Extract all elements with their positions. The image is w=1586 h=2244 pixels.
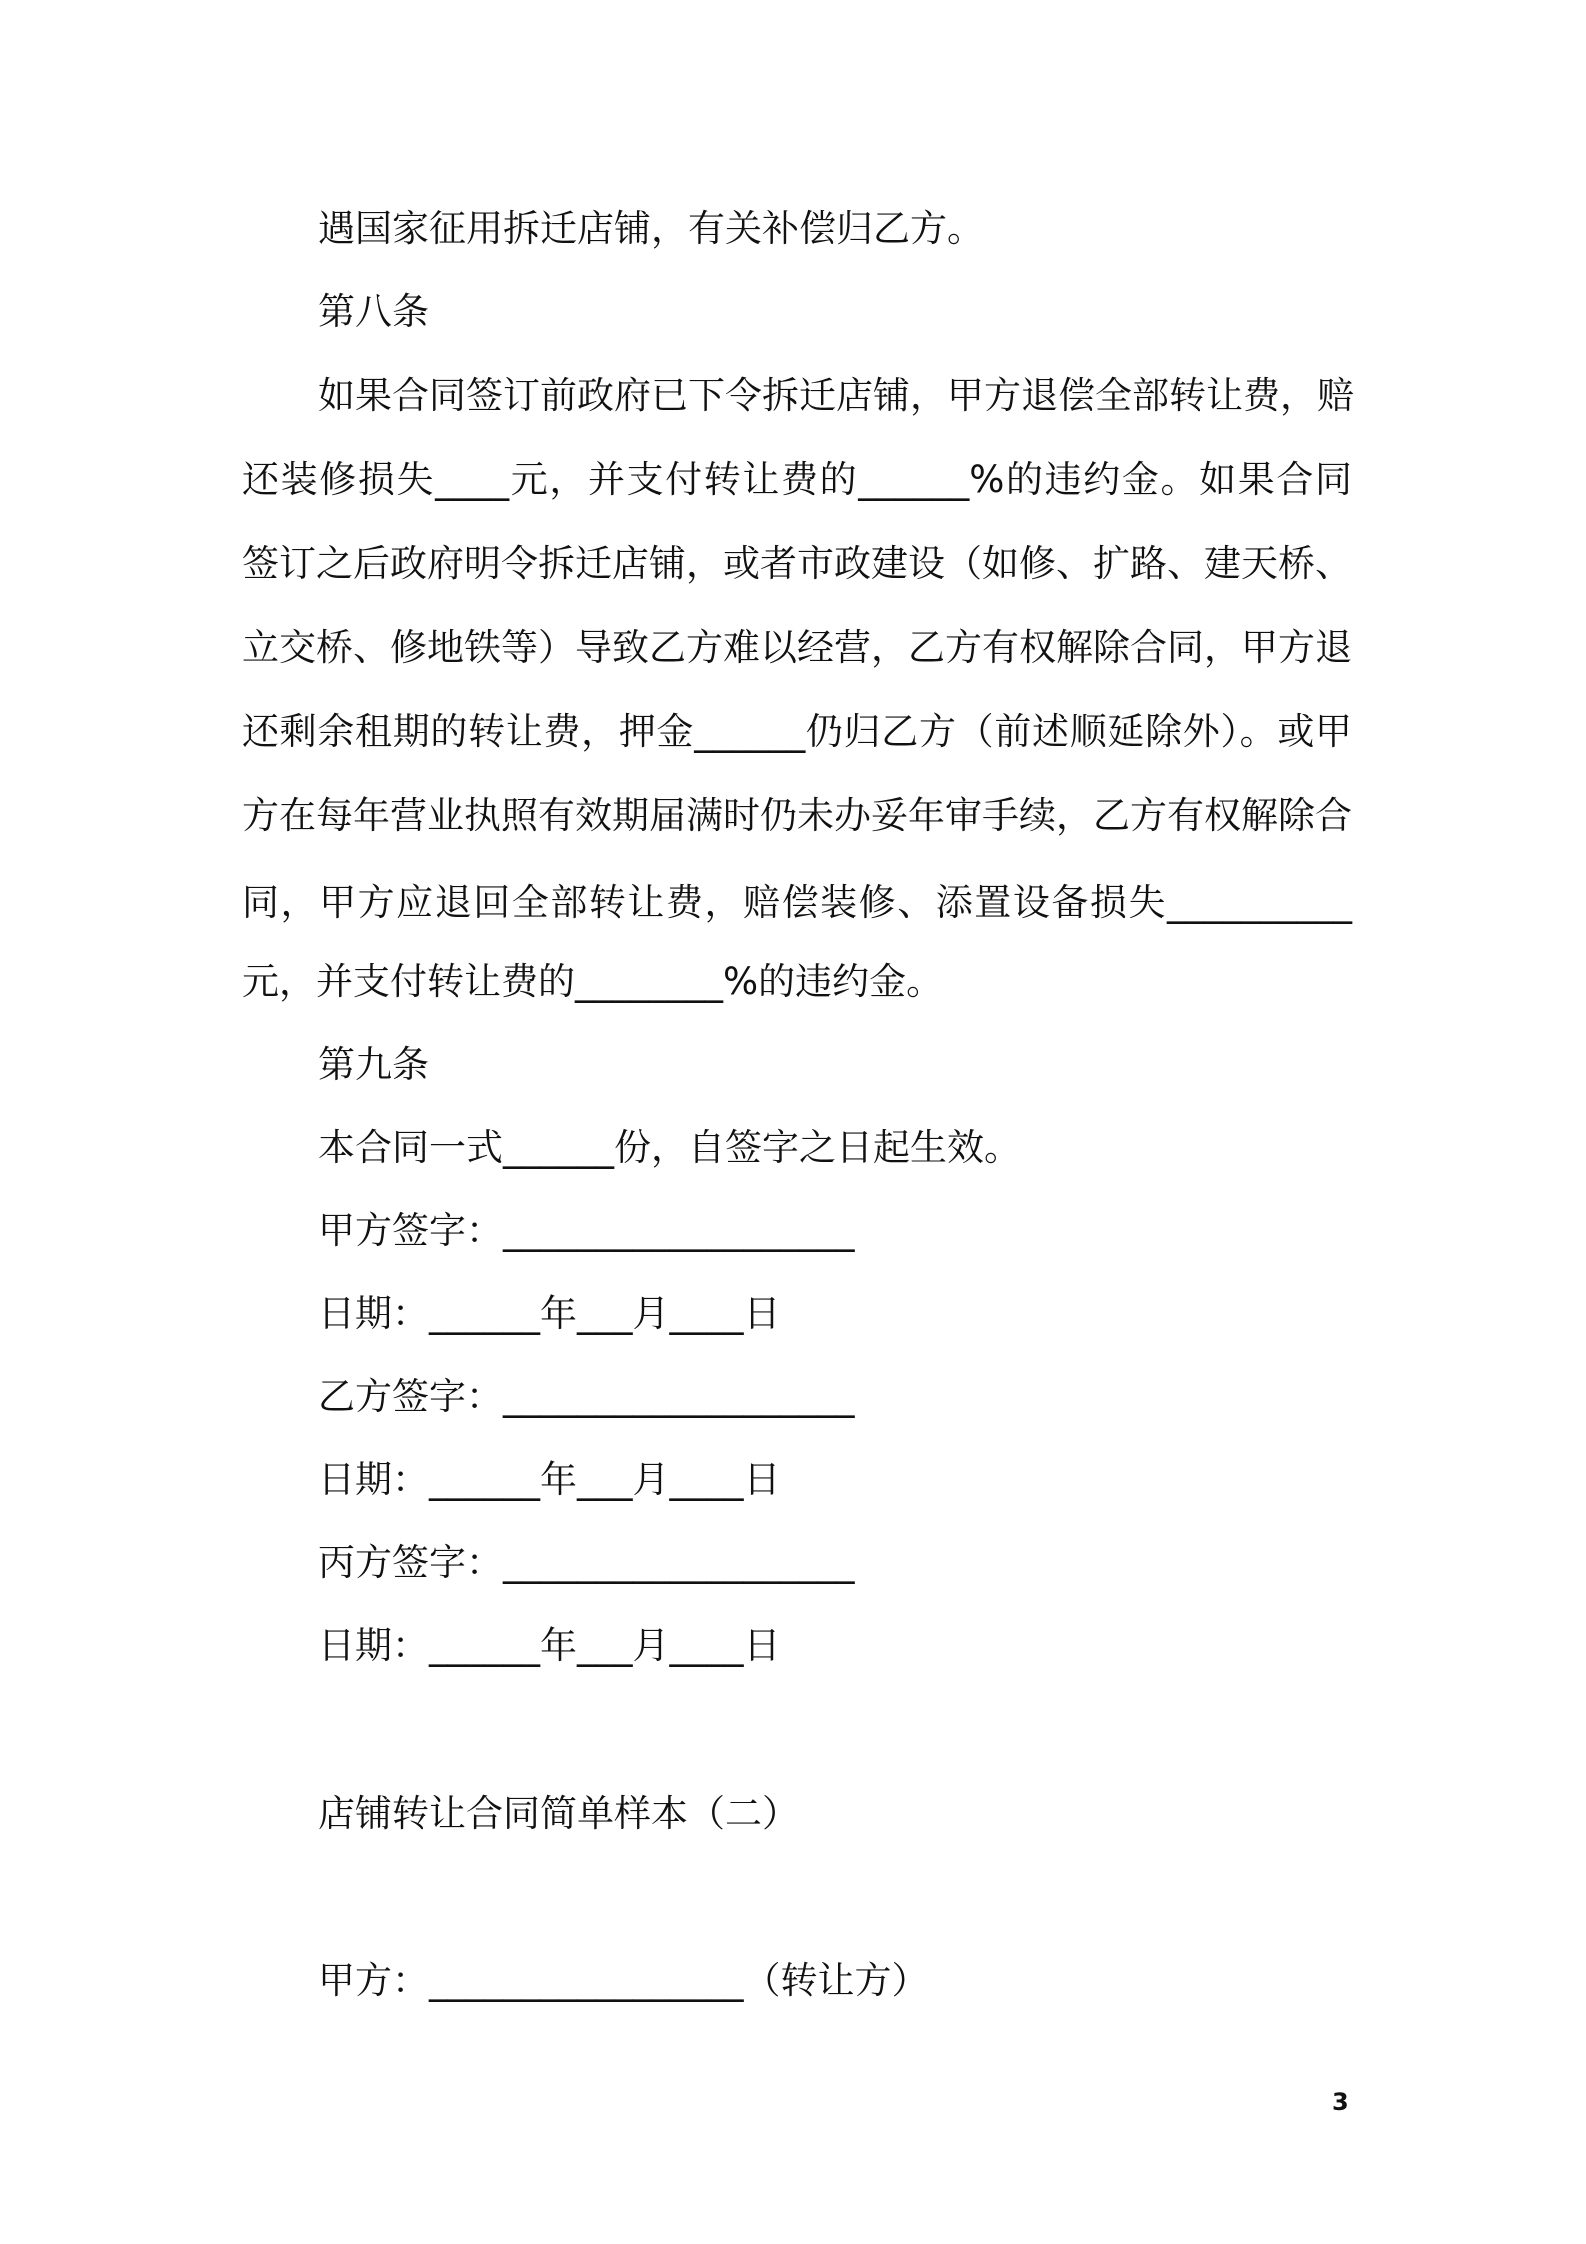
paragraph-line: 还剩余租期的转让费，押金______仍归乙方（前述顺延除外）。或甲: [242, 710, 1352, 753]
section-title: 店铺转让合同简单样本（二）: [318, 1792, 799, 1835]
page-number: 3: [1332, 2088, 1349, 2116]
party-a-line: 甲方：_________________（转让方）: [318, 1959, 929, 2002]
paragraph-line: 立交桥、修地铁等）导致乙方难以经营，乙方有权解除合同，甲方退: [242, 626, 1352, 669]
signature-line-party-c: 丙方签字：___________________: [318, 1541, 855, 1584]
paragraph-line: 方在每年营业执照有效期届满时仍未办妥年审手续，乙方有权解除合: [242, 794, 1352, 837]
paragraph-line: 同，甲方应退回全部转让费，赔偿装修、添置设备损失__________: [242, 881, 1352, 924]
article-heading: 第九条: [318, 1043, 429, 1086]
signature-line-party-b: 乙方签字：___________________: [318, 1375, 855, 1418]
date-line: 日期：______年___月____日: [318, 1624, 781, 1667]
paragraph-line: 本合同一式______份，自签字之日起生效。: [318, 1126, 1021, 1169]
paragraph-line: 元，并支付转让费的________%的违约金。: [242, 960, 944, 1003]
paragraph-line: 还装修损失____元，并支付转让费的______%的违约金。如果合同: [242, 458, 1352, 501]
paragraph-line: 遇国家征用拆迁店铺，有关补偿归乙方。: [318, 207, 984, 250]
paragraph-line: 如果合同签订前政府已下令拆迁店铺，甲方退偿全部转让费，赔: [318, 374, 1354, 417]
date-line: 日期：______年___月____日: [318, 1292, 781, 1335]
date-line: 日期：______年___月____日: [318, 1458, 781, 1501]
paragraph-line: 签订之后政府明令拆迁店铺，或者市政建设（如修、扩路、建天桥、: [242, 542, 1352, 585]
article-heading: 第八条: [318, 290, 429, 333]
signature-line-party-a: 甲方签字：___________________: [318, 1209, 855, 1252]
